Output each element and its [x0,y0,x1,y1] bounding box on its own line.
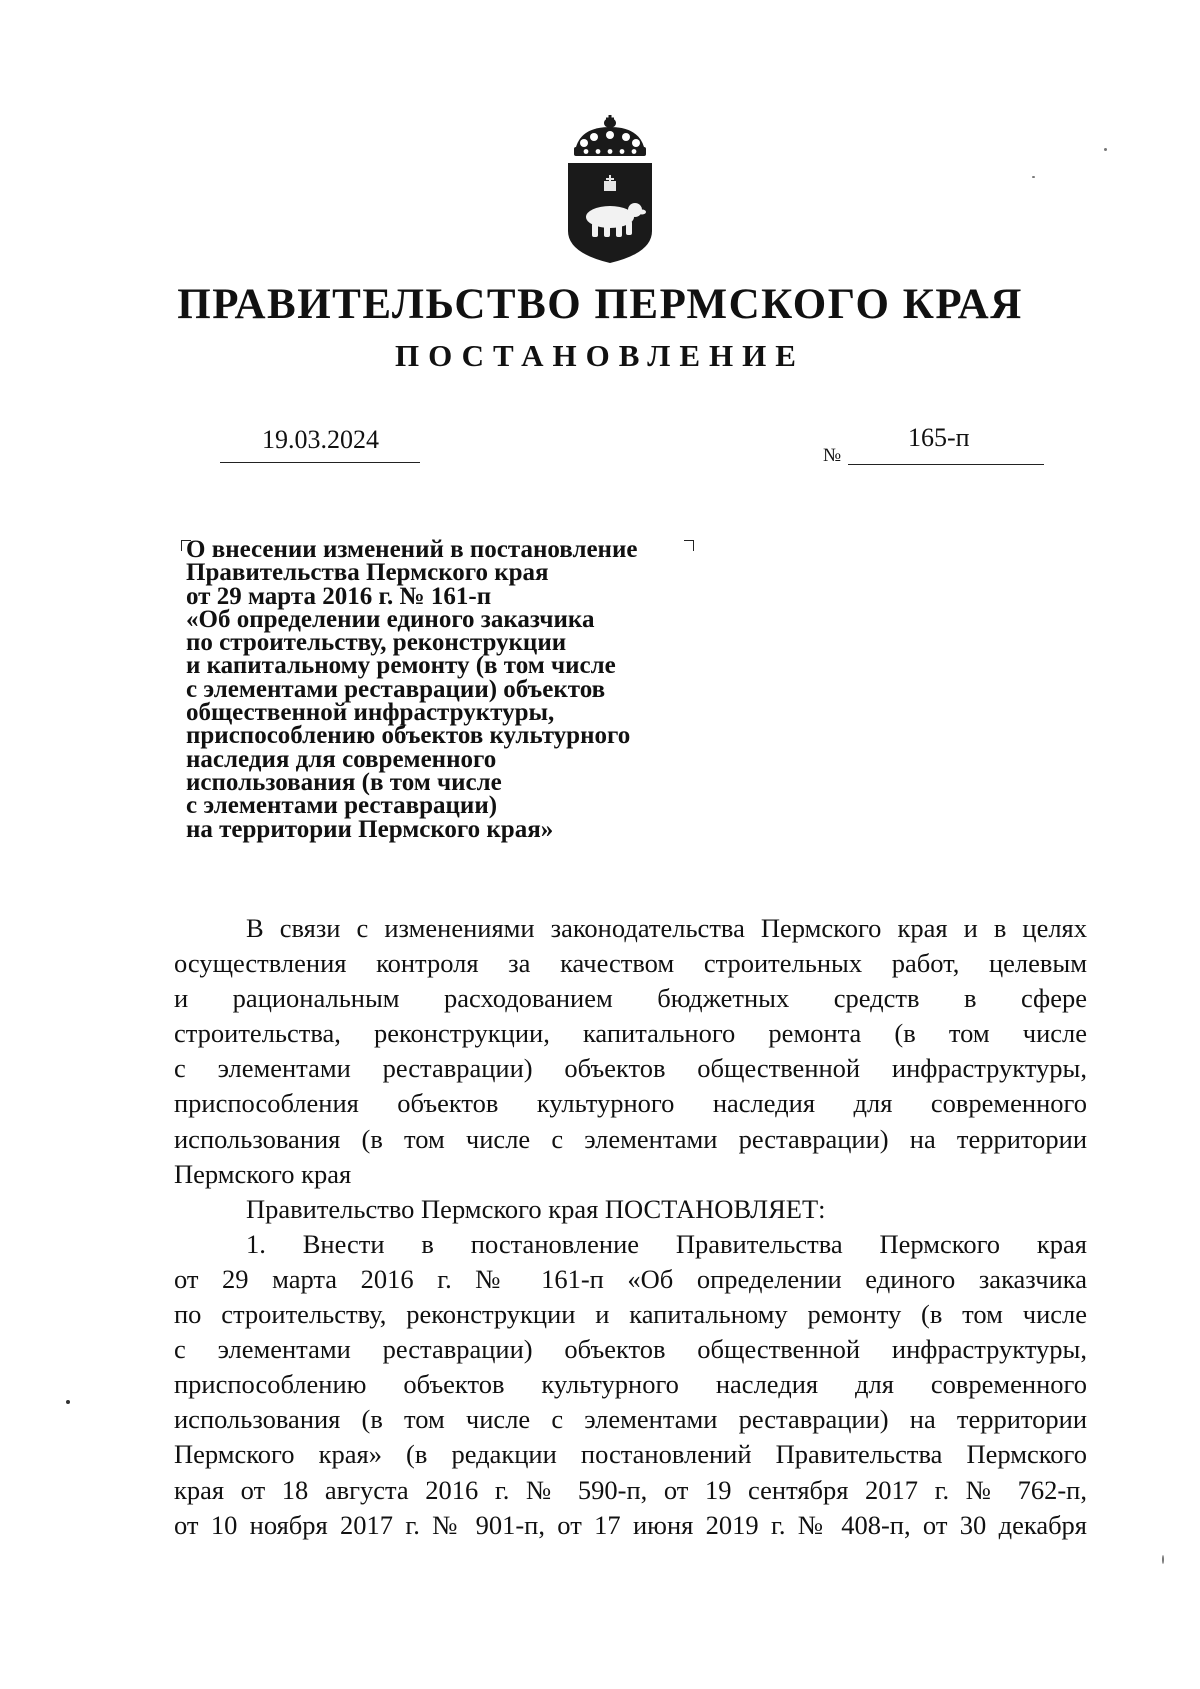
body-line: по строительству, реконструкции и капитальному ремонту (в том числе [174,1299,1087,1330]
decree-line: Правительство Пермского края ПОСТАНОВЛЯЕТ: [246,1193,826,1224]
subject-line: и капитальному ремонту (в том числе [186,652,616,680]
body-line: приспособлению объектов культурного наследия для современного [174,1369,1087,1400]
body-line: приспособления объектов культурного наследия для современного [174,1088,1087,1119]
body-line: от 10 ноября 2017 г. № 901-п, от 17 июня 2019 г. № 408-п, от 30 декабря [174,1509,1087,1540]
body-line: Пермского края [174,1158,352,1189]
scan-speck [1162,1555,1164,1564]
subject-line: по строительству, реконструкции [186,629,567,657]
subject-line: от 29 марта 2016 г. № 161-п [186,582,492,610]
subject-line: приспособлению объектов культурного [186,722,631,750]
body-line: 1. Внести в постановление Правительства Пермского края [246,1228,1087,1259]
body-line: В связи с изменениями законодательства Пермского края и в целях [246,913,1087,943]
body-line: использования (в том числе с элементами реставрации) на территории [174,1404,1087,1435]
body-line: с элементами реставрации) объектов общественной инфраструктуры, [174,1053,1087,1084]
decree-paragraph [174,1192,1087,1227]
subject-line: с элементами реставрации) [186,792,498,820]
body-line: Пермского края» (в редакции постановлений Правительства Пермского [174,1439,1087,1470]
subject-line: использования (в том числе [186,768,502,796]
subject-line: наследия для современного [186,745,497,773]
document-date: 19.03.2024 [262,425,379,454]
subject-line: с элементами реставрации) объектов [186,675,606,703]
scan-speck [1032,176,1035,178]
date-underline [220,462,420,463]
subject-line: на территории Пермского края» [186,815,554,843]
body-line: осуществления контроля за качеством строительных работ, целевым [174,948,1087,979]
body-line: с элементами реставрации) объектов общественной инфраструктуры, [174,1334,1087,1365]
number-sign: № [823,445,842,466]
scan-speck [1104,148,1107,151]
body-line: от 29 марта 2016 г. № 161-п «Об определении единого заказчика [174,1263,1087,1294]
crown-icon [574,115,646,156]
organization-title: ПРАВИТЕЛЬСТВО ПЕРМСКОГО КРАЯ [177,281,1023,328]
subject-line: Правительства Пермского края [186,559,549,587]
subject-line: «Об определении единого заказчика [186,605,595,633]
document-subject [186,538,706,841]
subject-line: общественной инфраструктуры, [186,699,555,727]
number-underline [848,464,1044,465]
document-number: 165-п [908,423,970,452]
document-type: ПОСТАНОВЛЕНИЕ [395,338,805,373]
coat-of-arms-icon [562,113,658,265]
body-line: и рациональным расходованием бюджетных средств в сфере [174,983,1087,1014]
preamble-paragraph [174,911,1087,1192]
item-1-paragraph [174,1227,1087,1543]
body-line: использования (в том числе с элементами реставрации) на территории [174,1123,1087,1154]
body-line: строительства, реконструкции, капитального ремонта (в том числе [174,1018,1087,1049]
scan-speck [66,1400,70,1404]
subject-line: О внесении изменений в постановление [186,536,638,563]
document-body [174,911,1087,1543]
body-line: края от 18 августа 2016 г. № 590-п, от 19 сентября 2017 г. № 762-п, [174,1474,1087,1505]
